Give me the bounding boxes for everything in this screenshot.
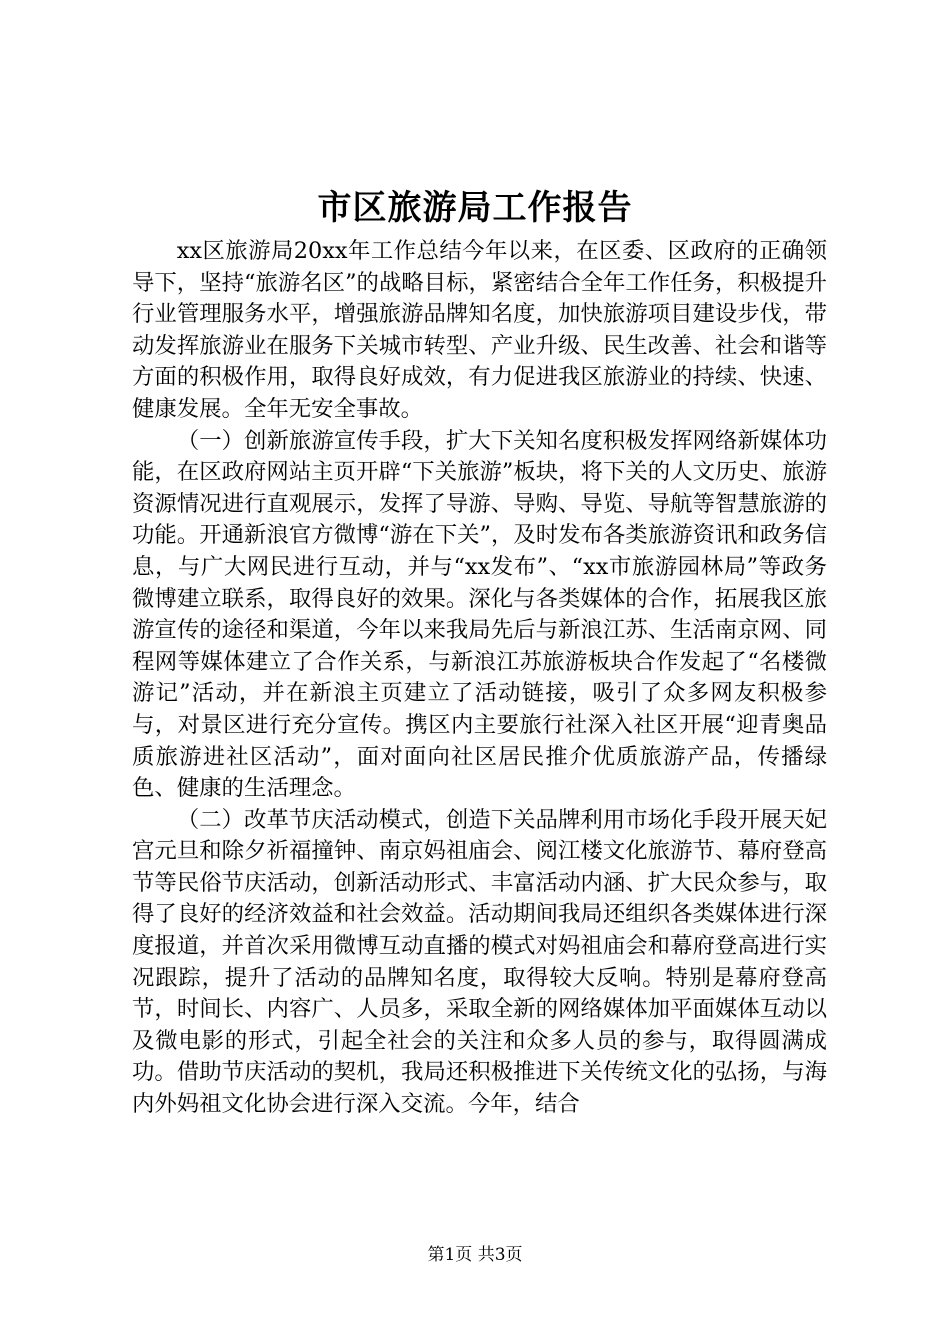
document-body [132, 236, 827, 1121]
document-title: 市区旅游局工作报告 [317, 188, 633, 228]
paragraph-section-1: （一）创新旅游宣传手段，扩大下关知名度积极发挥网络新媒体功能，在区政府网站主页开辟“下关旅游”板块，将下关的人文历史、旅游资源情况进行直观展示，发挥了导游、导购、导览、导航等智慧旅游的功能。开通新浪官方微博“游在下关”，及时发布各类旅游资讯和政务信息，与广大网民进行互动，并与“xx发布”、“xx市旅游园林局”等政务微博建立联系，取得良好的效果。深化与各类媒体的合作，拓展我区旅游宣传的途径和渠道，今年以来我局先后与新浪江苏、生活南京网、同程网等媒体建立了合作关系，与新浪江苏旅游板块合作发起了“名楼微游记”活动，并在新浪主页建立了活动链接，吸引了众多网友积极参与，对景区进行充分宣传。携区内主要旅行社深入社区开展“迎青奥品质旅游进社区活动”，面对面向社区居民推介优质旅游产品，传播绿色、健康的生活理念。 [132, 427, 827, 802]
paragraph-intro: xx区旅游局20xx年工作总结今年以来，在区委、区政府的正确领导下，坚持“旅游名区”的战略目标，紧密结合全年工作任务，积极提升行业管理服务水平，增强旅游品牌知名度，加快旅游项目建设步伐，带动发挥旅游业在服务下关城市转型、产业升级、民生改善、社会和谐等方面的积极作用，取得良好成效，有力促进我区旅游业的持续、快速、健康发展。全年无安全事故。 [132, 238, 827, 422]
paragraph-section-2: （二）改革节庆活动模式，创造下关品牌利用市场化手段开展天妃宫元旦和除夕祈福撞钟、南京妈祖庙会、阅江楼文化旅游节、幕府登高节等民俗节庆活动，创新活动形式、丰富活动内涵、扩大民众参与，取得了良好的经济效益和社会效益。活动期间我局还组织各类媒体进行深度报道，并首次采用微博互动直播的模式对妈祖庙会和幕府登高进行实况跟踪，提升了活动的品牌知名度，取得较大反响。特别是幕府登高节，时间长、内容广、人员多，采取全新的网络媒体加平面媒体互动以及微电影的形式，引起全社会的关注和众多人员的参与，取得圆满成功。借助节庆活动的契机，我局还积极推进下关传统文化的弘扬，与海内外妈祖文化协会进行深入交流。今年，结合 [132, 806, 827, 1118]
page-footer: 第1页 共3页 [427, 1245, 523, 1265]
